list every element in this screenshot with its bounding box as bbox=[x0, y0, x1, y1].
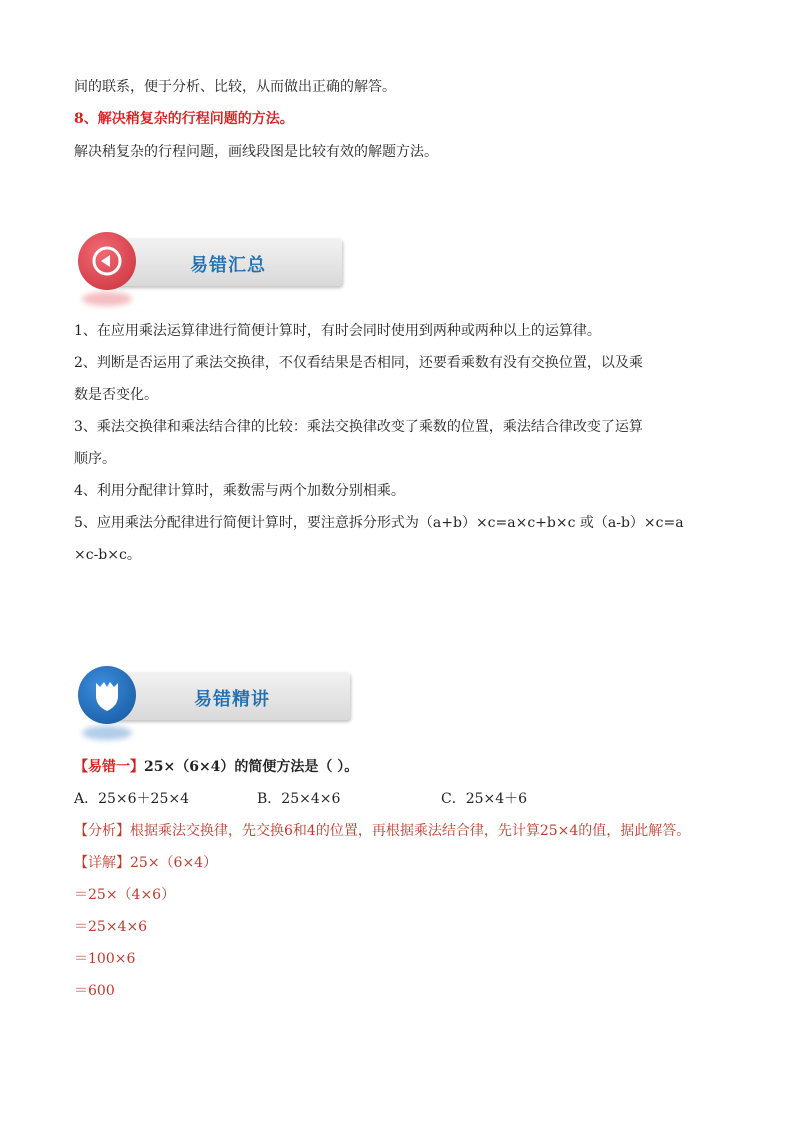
section-banner-errors-summary bbox=[78, 238, 342, 302]
step-2: ＝25×4×6 bbox=[74, 919, 148, 935]
banner-circle bbox=[78, 232, 136, 290]
heading-8: 8、解决稍复杂的行程问题的方法。 bbox=[74, 111, 294, 127]
analysis-text: 根据乘法交换律，先交换6和4的位置，再根据乘法结合律，先计算25×4的值，据此解答。 bbox=[130, 823, 691, 839]
question-text: 25×（6×4）的简便方法是（ ）。 bbox=[144, 759, 359, 775]
summary-item-5: 5、应用乘法分配律进行简便计算时，要注意拆分形式为（a+b）×c=a×c+b×c 或（a-b）×c=a bbox=[74, 515, 684, 531]
summary-item-5-cont: ×c-b×c。 bbox=[74, 547, 141, 563]
option-c: C．25×4＋6 bbox=[441, 791, 528, 807]
option-b: B．25×4×6 bbox=[257, 791, 341, 807]
step-4: ＝600 bbox=[74, 983, 115, 999]
step-1: ＝25×（4×6） bbox=[74, 887, 176, 903]
summary-item-2: 2、判断是否运用了乘法交换律，不仅看结果是否相同，还要看乘数有没有交换位置，以及乘 bbox=[74, 355, 643, 371]
summary-item-3-cont: 顺序。 bbox=[74, 451, 116, 467]
detail-tag: 【详解】 bbox=[74, 855, 130, 871]
play-left-icon bbox=[78, 232, 136, 290]
banner-reflection bbox=[82, 726, 132, 740]
section-title-errors-summary: 易错汇总 bbox=[190, 255, 266, 276]
banner-reflection bbox=[82, 292, 132, 306]
step-3: ＝100×6 bbox=[74, 951, 136, 967]
analysis bbox=[74, 822, 690, 840]
summary-item-2-cont: 数是否变化。 bbox=[74, 387, 158, 403]
summary-item-1: 1、在应用乘法运算律进行简便计算时，有时会同时使用到两种或两种以上的运算律。 bbox=[74, 323, 601, 339]
shield-icon bbox=[78, 666, 136, 724]
intro-line-1: 间的联系，便于分析、比较，从而做出正确的解答。 bbox=[74, 79, 396, 95]
question-1 bbox=[74, 758, 358, 776]
analysis-tag: 【分析】 bbox=[74, 823, 130, 839]
detail bbox=[74, 854, 217, 872]
question-tag: 【易错一】 bbox=[74, 759, 144, 775]
banner-circle bbox=[78, 666, 136, 724]
intro-line-2: 解决稍复杂的行程问题，画线段图是比较有效的解题方法。 bbox=[74, 144, 438, 160]
section-title-errors-explained: 易错精讲 bbox=[194, 689, 270, 710]
section-banner-errors-explained bbox=[78, 672, 350, 736]
summary-item-4: 4、利用分配律计算时，乘数需与两个加数分别相乘。 bbox=[74, 483, 405, 499]
detail-text: 25×（6×4） bbox=[130, 855, 218, 871]
summary-item-3: 3、乘法交换律和乘法结合律的比较：乘法交换律改变了乘数的位置，乘法结合律改变了运算 bbox=[74, 419, 643, 435]
option-a: A．25×6＋25×4 bbox=[74, 791, 190, 807]
